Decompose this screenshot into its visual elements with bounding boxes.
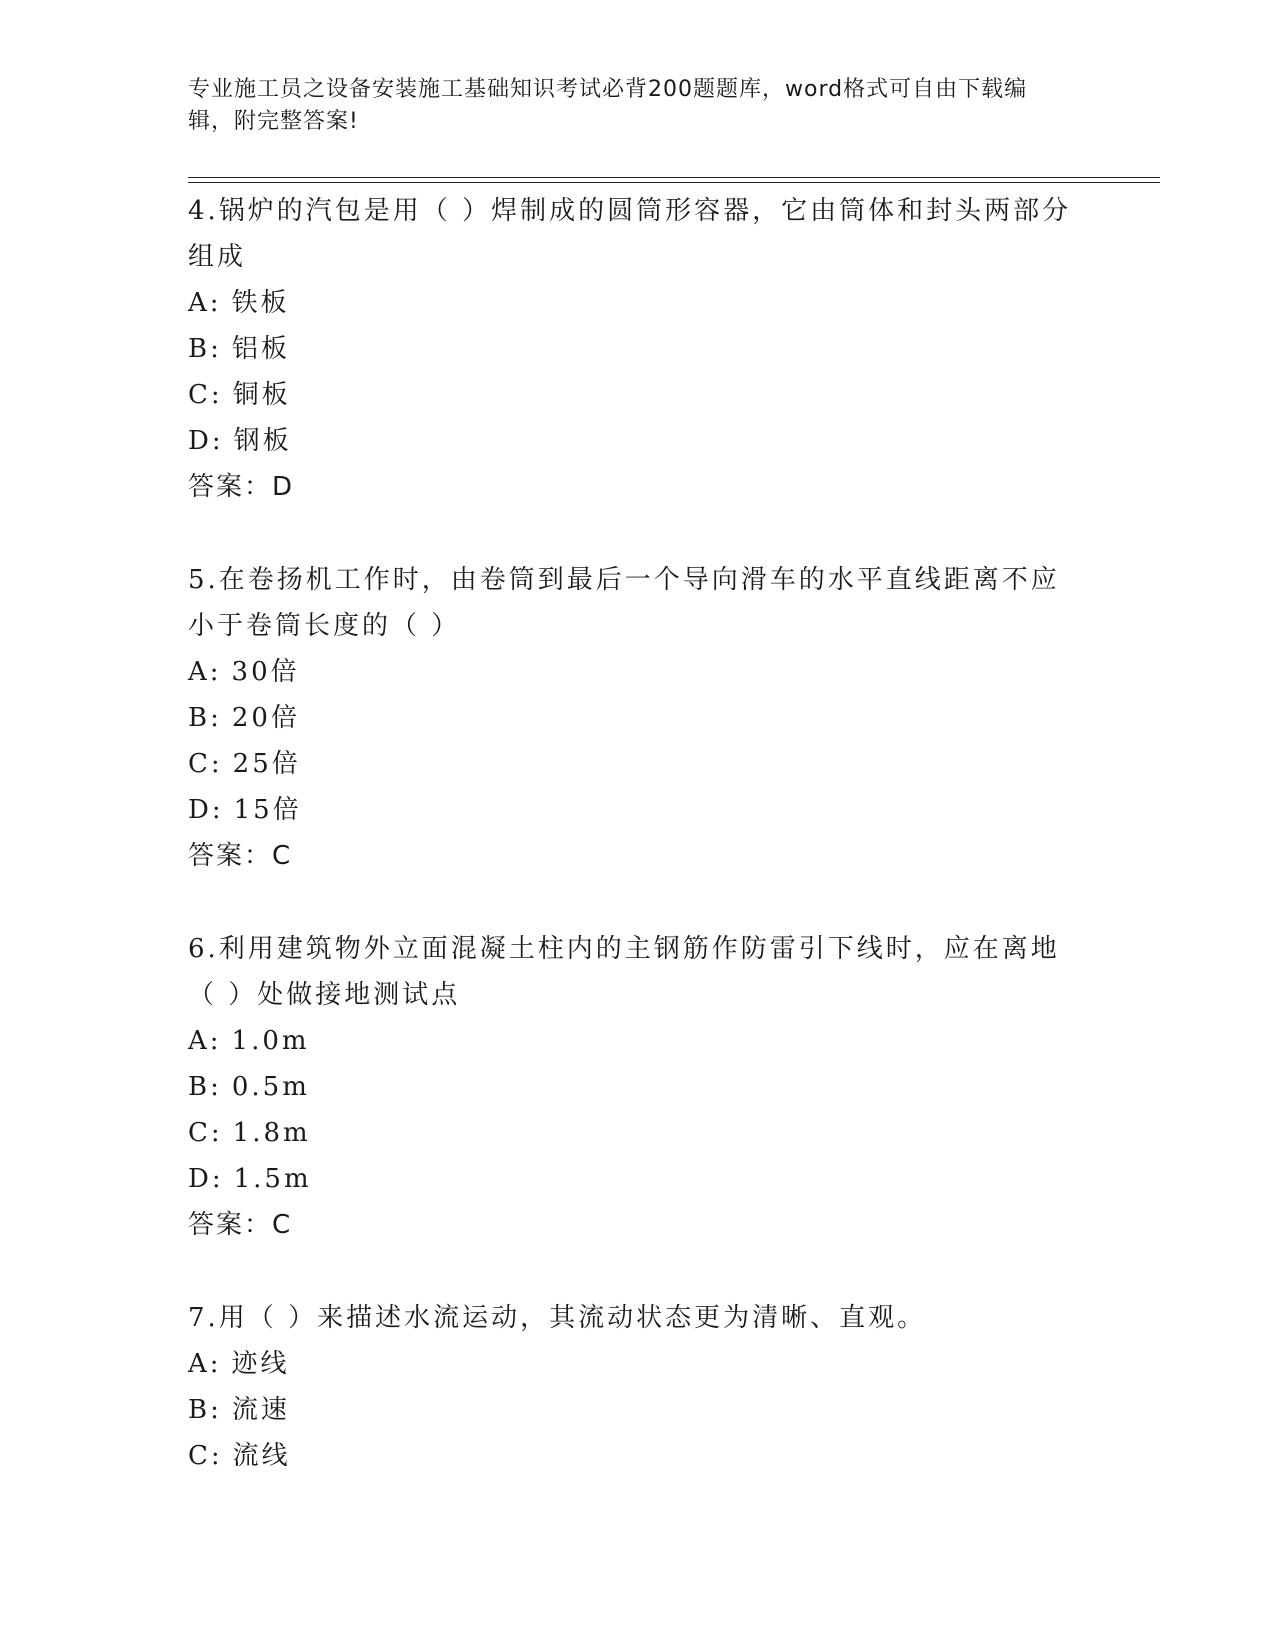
option-label: 25倍 — [232, 749, 301, 779]
option-b: B: 铝板 — [188, 334, 290, 364]
header-divider-bottom — [188, 182, 1160, 183]
option-label: 流线 — [232, 1441, 291, 1471]
option-a: A: 1.0m — [188, 1026, 310, 1056]
question-item-7 — [188, 1295, 1088, 1479]
option-c: C: 铜板 — [188, 380, 291, 410]
option-b: B: 0.5m — [188, 1072, 310, 1102]
answer-text: 答案：C — [188, 841, 293, 871]
answer-text: 答案：C — [188, 1210, 293, 1240]
question-item-5 — [188, 557, 1088, 879]
question-item-4 — [188, 188, 1088, 510]
option-label: 铝板 — [231, 334, 290, 364]
option-c: C: 1.8m — [188, 1118, 311, 1148]
option-b: B: 流速 — [188, 1395, 290, 1425]
option-label: 20倍 — [231, 703, 300, 733]
option-b: B: 20倍 — [188, 703, 300, 733]
question-text: 5.在卷扬机工作时，由卷筒到最后一个导向滑车的水平直线距离不应小于卷筒长度的（ ） — [188, 565, 1060, 641]
option-a: A: 迹线 — [188, 1349, 290, 1379]
option-label: 1.0m — [231, 1026, 310, 1056]
question-text: 6.利用建筑物外立面混凝土柱内的主钢筋作防雷引下线时，应在离地（ ）处做接地测试点 — [188, 934, 1060, 1010]
question-list — [188, 188, 1088, 1526]
question-item-6 — [188, 926, 1088, 1248]
option-a: A: 30倍 — [188, 657, 300, 687]
option-label: 0.5m — [231, 1072, 310, 1102]
option-label: 1.5m — [233, 1164, 312, 1194]
header-divider-top — [188, 177, 1160, 178]
option-d: D: 钢板 — [188, 426, 292, 456]
option-label: 铁板 — [231, 288, 290, 318]
option-label: 钢板 — [233, 426, 292, 456]
document-header: 专业施工员之设备安装施工基础知识考试必背200题题库，word格式可自由下载编辑，附完整答案! — [188, 77, 1028, 134]
option-label: 迹线 — [231, 1349, 290, 1379]
option-c: C: 流线 — [188, 1441, 291, 1471]
option-label: 15倍 — [233, 795, 302, 825]
option-c: C: 25倍 — [188, 749, 301, 779]
option-d: D: 1.5m — [188, 1164, 312, 1194]
question-text: 7.用（ ）来描述水流运动，其流动状态更为清晰、直观。 — [188, 1303, 927, 1333]
answer-text: 答案：D — [188, 472, 295, 502]
option-label: 30倍 — [231, 657, 300, 687]
question-text: 4.锅炉的汽包是用（ ）焊制成的圆筒形容器，它由筒体和封头两部分组成 — [188, 196, 1072, 272]
option-d: D: 15倍 — [188, 795, 302, 825]
option-a: A: 铁板 — [188, 288, 290, 318]
option-label: 铜板 — [232, 380, 291, 410]
option-label: 流速 — [231, 1395, 290, 1425]
option-label: 1.8m — [232, 1118, 311, 1148]
